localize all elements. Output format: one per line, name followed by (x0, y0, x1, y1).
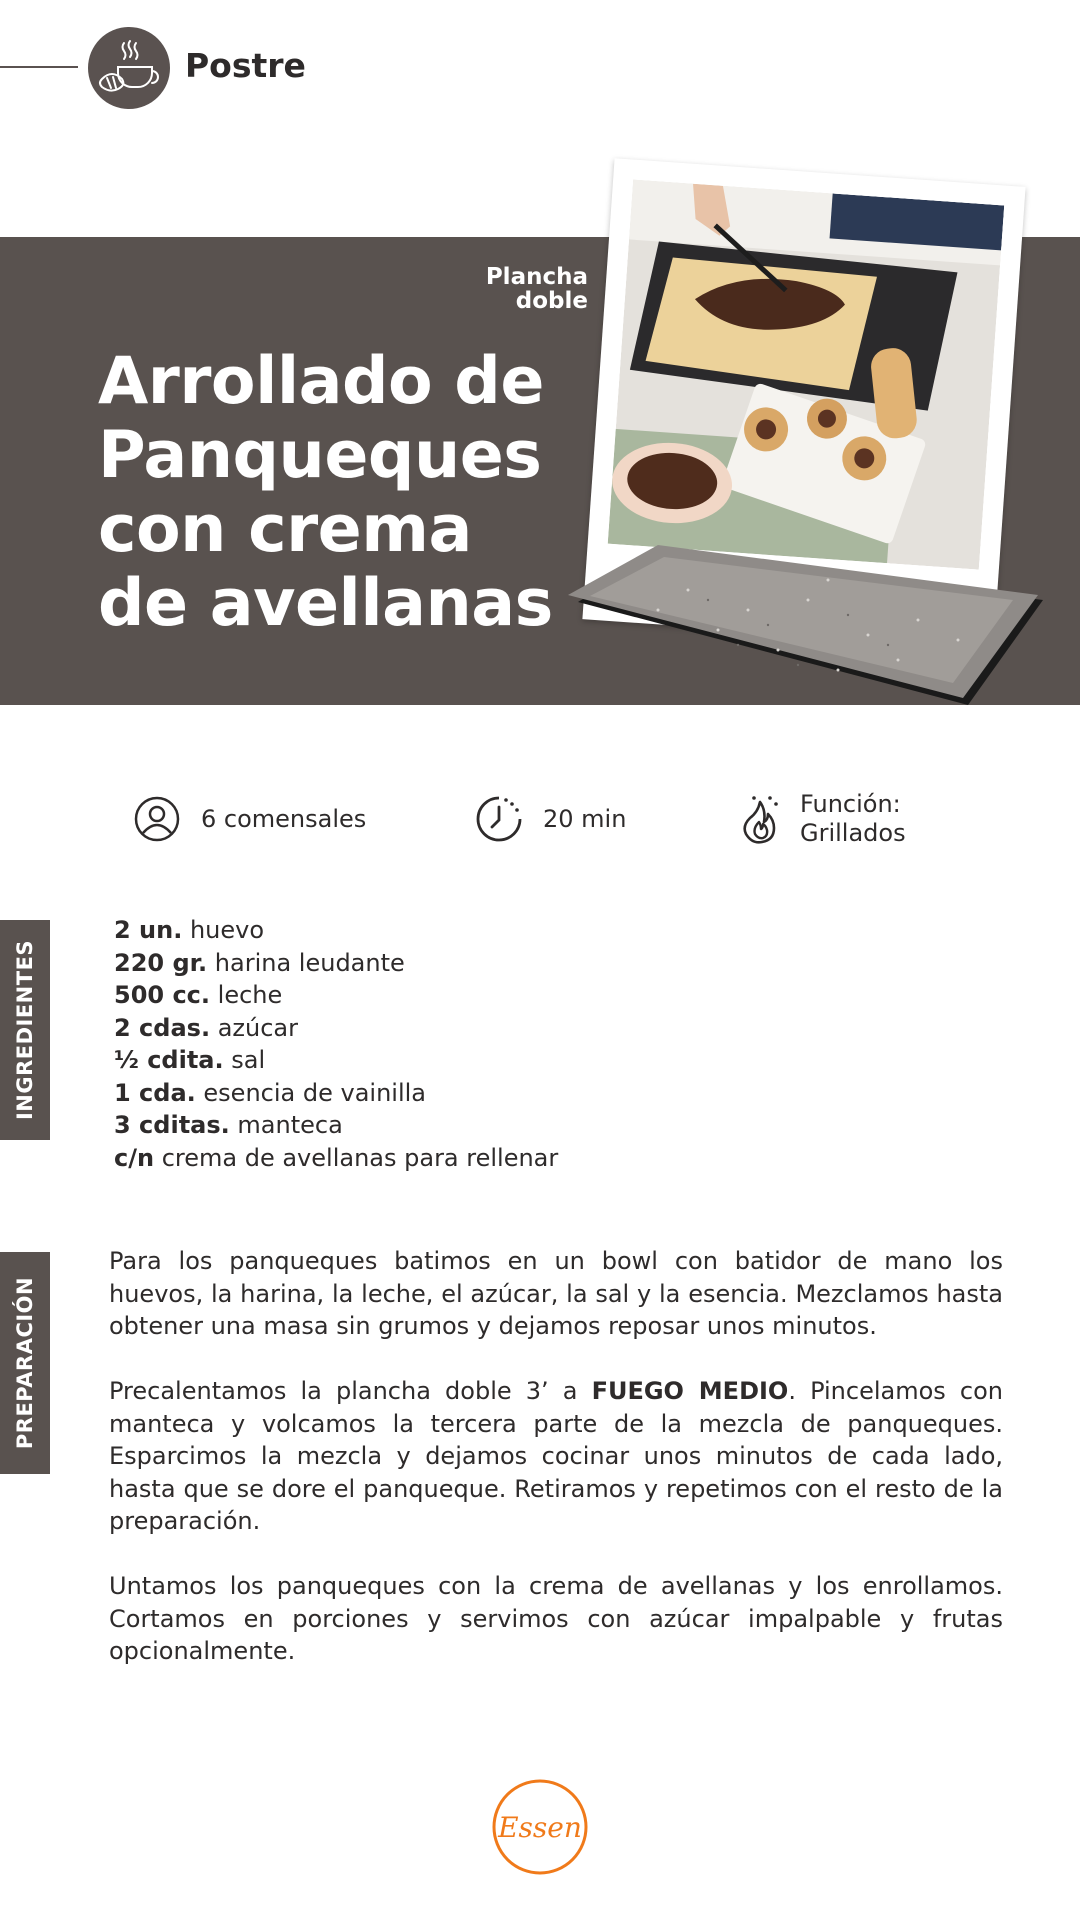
recipe-title-line: Arrollado de (98, 344, 544, 419)
ingredient-item: 2 cdas. azúcar (114, 1013, 298, 1042)
product-tag-line2: doble (515, 288, 588, 314)
user-icon (133, 795, 181, 843)
ingredient-item: 1 cda. esencia de vainilla (114, 1078, 426, 1107)
function-info (740, 790, 906, 848)
recipe-photo (608, 180, 1005, 570)
time-info (475, 795, 626, 843)
ingredient-item: ½ cdita. sal (114, 1046, 266, 1074)
preparation-steps (109, 1245, 1003, 1700)
ingredient-item: 220 gr. harina leudante (114, 948, 405, 977)
function-value: Grillados (800, 819, 906, 847)
ingredients-side-label (0, 920, 50, 1140)
servings-text: 6 comensales (201, 804, 367, 833)
product-tag (460, 265, 588, 313)
preparation-side-label (0, 1252, 50, 1474)
recipe-title-line: Panqueques (98, 418, 542, 493)
ingredients-heading: INGREDIENTES (13, 939, 37, 1121)
griddle-tray-image (568, 540, 1048, 720)
category-label: Postre (185, 46, 306, 85)
ingredients-list (114, 914, 558, 1174)
ingredient-item: 500 cc. leche (114, 981, 283, 1009)
preparation-step-1: Para los panqueques batimos en un bowl con batidor de mano los huevos, la harina, la leche, el azúcar, la sal y la esencia. Mezclamos hasta obtener una masa sin grumos y dejamos reposar unos minutos. (109, 1247, 1003, 1340)
svg-text:Essen: Essen (498, 1811, 582, 1844)
recipe-title-line: con crema (98, 492, 472, 567)
function-label: Función: (800, 790, 901, 818)
essen-logo (490, 1777, 590, 1877)
product-tag-line1: Plancha (485, 264, 588, 290)
servings-info (133, 795, 366, 843)
ingredient-item: 3 cditas. manteca (114, 1111, 343, 1139)
preparation-step-3: Untamos los panqueques con la crema de avellanas y los enrollamos. Cortamos en porciones y servimos con azúcar impalpable y frutas opcionalmente. (109, 1572, 1003, 1665)
category-badge (88, 27, 170, 109)
recipe-title (98, 345, 568, 641)
recipe-title-line: de avellanas (98, 566, 553, 641)
header-divider-line (0, 66, 78, 68)
time-text: 20 min (543, 804, 627, 833)
coffee-pastry-icon (88, 27, 170, 109)
preparation-step-2: Precalentamos la plancha doble 3’ a FUEGO MEDIO. Pincelamos con manteca y volcamos la tercera parte de la mezcla de panqueques. Esparcimos la mezcla y dejamos cocinar unos minutos de cada lado, hasta que se dore el panqueque. Retiramos y repetimos con el resto de la preparación. (109, 1377, 1003, 1535)
clock-icon (475, 795, 523, 843)
preparation-heading: PREPARACIÓN (13, 1276, 37, 1450)
ingredient-item: c/n crema de avellanas para rellenar (114, 1143, 559, 1172)
function-text (800, 790, 906, 848)
ingredient-item: 2 un. huevo (114, 916, 265, 944)
flame-icon (740, 794, 780, 844)
